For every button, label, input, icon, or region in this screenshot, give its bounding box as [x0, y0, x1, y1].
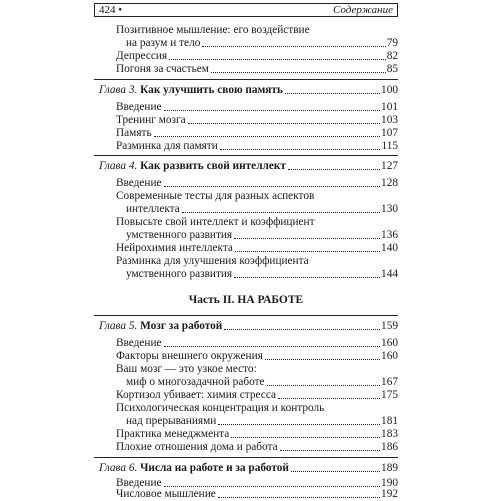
dot-leader: [164, 486, 381, 487]
toc-entry-text: умственного развития: [126, 268, 233, 280]
header-page-number: 424 •: [99, 4, 123, 16]
dot-leader: [182, 212, 380, 213]
toc-entry: [126, 415, 398, 428]
toc-entry-text: Введение: [116, 477, 162, 489]
dot-leader: [188, 123, 380, 124]
toc-entry: [116, 101, 398, 114]
toc-entry-text: Кортизол убивает: химия стресса: [116, 389, 276, 401]
chapter-heading: [99, 462, 398, 475]
toc-entry: [116, 337, 398, 350]
running-header: [94, 3, 398, 17]
toc-entry-text: Плохие отношения дома и работа: [116, 441, 278, 453]
toc-entry: [116, 190, 398, 203]
dot-leader: [265, 359, 380, 360]
toc-entry-page: 140: [381, 242, 398, 254]
toc-entry-page: 79: [386, 37, 398, 49]
toc-entry-text: Память: [116, 127, 152, 139]
dot-leader: [278, 398, 380, 399]
dot-leader: [234, 238, 380, 239]
toc-entry-page: 175: [381, 389, 398, 401]
dot-leader: [164, 110, 381, 111]
toc-entry: [116, 114, 398, 127]
dot-leader: [202, 46, 385, 47]
dot-leader: [280, 450, 380, 451]
toc-entry-page: 128: [381, 177, 398, 189]
toc-entry-page: 183: [381, 428, 398, 440]
toc-entry-text: Депрессия: [116, 50, 168, 62]
toc-entry: [116, 402, 398, 415]
dot-leader: [218, 497, 380, 498]
header-title: Содержание: [332, 4, 393, 16]
chapter-page: 159: [381, 320, 398, 332]
dot-leader: [288, 169, 380, 170]
chapter-title: Числа на работе и за работой: [140, 462, 289, 474]
chapter-heading: [99, 160, 398, 173]
toc-entry-text: Разминка для памяти: [116, 140, 218, 152]
toc-entry-page: 82: [386, 50, 398, 62]
toc-entry-page: 186: [381, 441, 398, 453]
dot-leader: [164, 346, 381, 347]
toc-entry-text: Нейрохимия интеллекта: [116, 242, 233, 254]
chapter-title: Мозг за работой: [140, 320, 223, 332]
toc-entry: [116, 350, 398, 363]
dot-leader: [211, 72, 386, 73]
chapter-heading: [99, 320, 398, 333]
toc-entry: [116, 428, 398, 441]
toc-entry: [126, 229, 398, 242]
toc-entry-text: Повысьте свой интеллект и коэффициент: [116, 216, 315, 228]
chapter-title: Как улучшить свою память: [140, 84, 283, 96]
dot-leader: [285, 93, 380, 94]
toc-entry-page: 130: [381, 203, 398, 215]
toc-entry: [116, 140, 398, 153]
toc-entry-text: Практика менеджмента: [116, 428, 230, 440]
dot-leader: [267, 385, 381, 386]
dot-leader: [169, 59, 386, 60]
chapter-page: 100: [381, 84, 398, 96]
toc-entry-text: Введение: [116, 337, 162, 349]
toc-entry-text: над прерываниями: [126, 415, 217, 427]
toc-entry-page: 85: [386, 63, 398, 75]
toc-entry-page: 103: [381, 114, 398, 126]
toc-entry-text: Числовое мышление: [116, 488, 216, 500]
toc-entry-page: 144: [381, 268, 398, 280]
toc-entry-page: 136: [381, 229, 398, 241]
dot-leader: [220, 149, 381, 150]
toc-entry-page: 101: [381, 101, 398, 113]
toc-entry: [116, 255, 398, 268]
toc-entry-text: Ваш мозг — это узкое место:: [116, 363, 257, 375]
toc-entry: [116, 242, 398, 255]
section-rule: [94, 315, 398, 316]
toc-entry-text: на разум и тело: [126, 37, 201, 49]
toc-entry: [126, 203, 398, 216]
toc-entry-page: 115: [381, 140, 398, 152]
dot-leader: [154, 136, 380, 137]
toc-entry: [116, 127, 398, 140]
chapter-label: Глава 6.: [99, 462, 138, 474]
toc-entry: [116, 177, 398, 190]
dot-leader: [224, 329, 380, 330]
toc-entry-page: 160: [381, 337, 398, 349]
chapter-label: Глава 3.: [99, 84, 138, 96]
section-rule: [94, 457, 398, 458]
section-rule: [94, 155, 398, 156]
toc-entry: [116, 389, 398, 402]
toc-entry-text: Погоня за счастьем: [116, 63, 209, 75]
part-heading: Часть II. НА РАБОТЕ: [188, 294, 304, 306]
chapter-page: 189: [381, 462, 398, 474]
toc-entry-text: Тренинг мозга: [116, 114, 186, 126]
toc-entry: [116, 216, 398, 229]
dot-leader: [218, 424, 380, 425]
toc-entry: [116, 63, 398, 76]
toc-entry-page: 192: [381, 488, 398, 500]
toc-entry-page: 167: [381, 376, 398, 388]
dot-leader: [235, 251, 380, 252]
toc-entry: [116, 441, 398, 454]
toc-entry-text: Психологическая концентрация и контроль: [116, 402, 325, 414]
chapter-heading: [99, 84, 398, 97]
section-rule: [94, 79, 398, 80]
toc-entry-text: интеллекта: [126, 203, 180, 215]
dot-leader: [234, 277, 380, 278]
toc-entry-text: Позитивное мышление: его воздействие: [116, 24, 310, 36]
chapter-label: Глава 5.: [99, 320, 138, 332]
dot-leader: [291, 471, 380, 472]
toc-entry: [116, 24, 398, 37]
chapter-page: 127: [381, 160, 398, 172]
toc-entry-page: 160: [381, 350, 398, 362]
toc-entry-text: миф о многозадачной работе: [126, 376, 265, 388]
toc-entry: [126, 376, 398, 389]
chapter-label: Глава 4.: [99, 160, 138, 172]
toc-entry-page: 107: [381, 127, 398, 139]
toc-entry-text: Факторы внешнего окружения: [116, 350, 263, 362]
toc-entry-text: Современные тесты для разных аспектов: [116, 190, 315, 202]
dot-leader: [231, 437, 380, 438]
toc-entry-text: умственного развития: [126, 229, 233, 241]
toc-entry: [116, 363, 398, 376]
toc-entry: [116, 488, 398, 501]
toc-entry-page: 181: [381, 415, 398, 427]
toc-entry-page: 190: [381, 477, 398, 489]
toc-entry: [126, 268, 398, 281]
toc-entry: [126, 37, 398, 50]
chapter-title: Как развить свой интеллект: [140, 160, 286, 172]
toc-entry-text: Разминка для улучшения коэффициента: [116, 255, 309, 267]
toc-entry-text: Введение: [116, 101, 162, 113]
toc-entry-text: Введение: [116, 177, 162, 189]
dot-leader: [164, 186, 381, 187]
toc-entry: [116, 50, 398, 63]
